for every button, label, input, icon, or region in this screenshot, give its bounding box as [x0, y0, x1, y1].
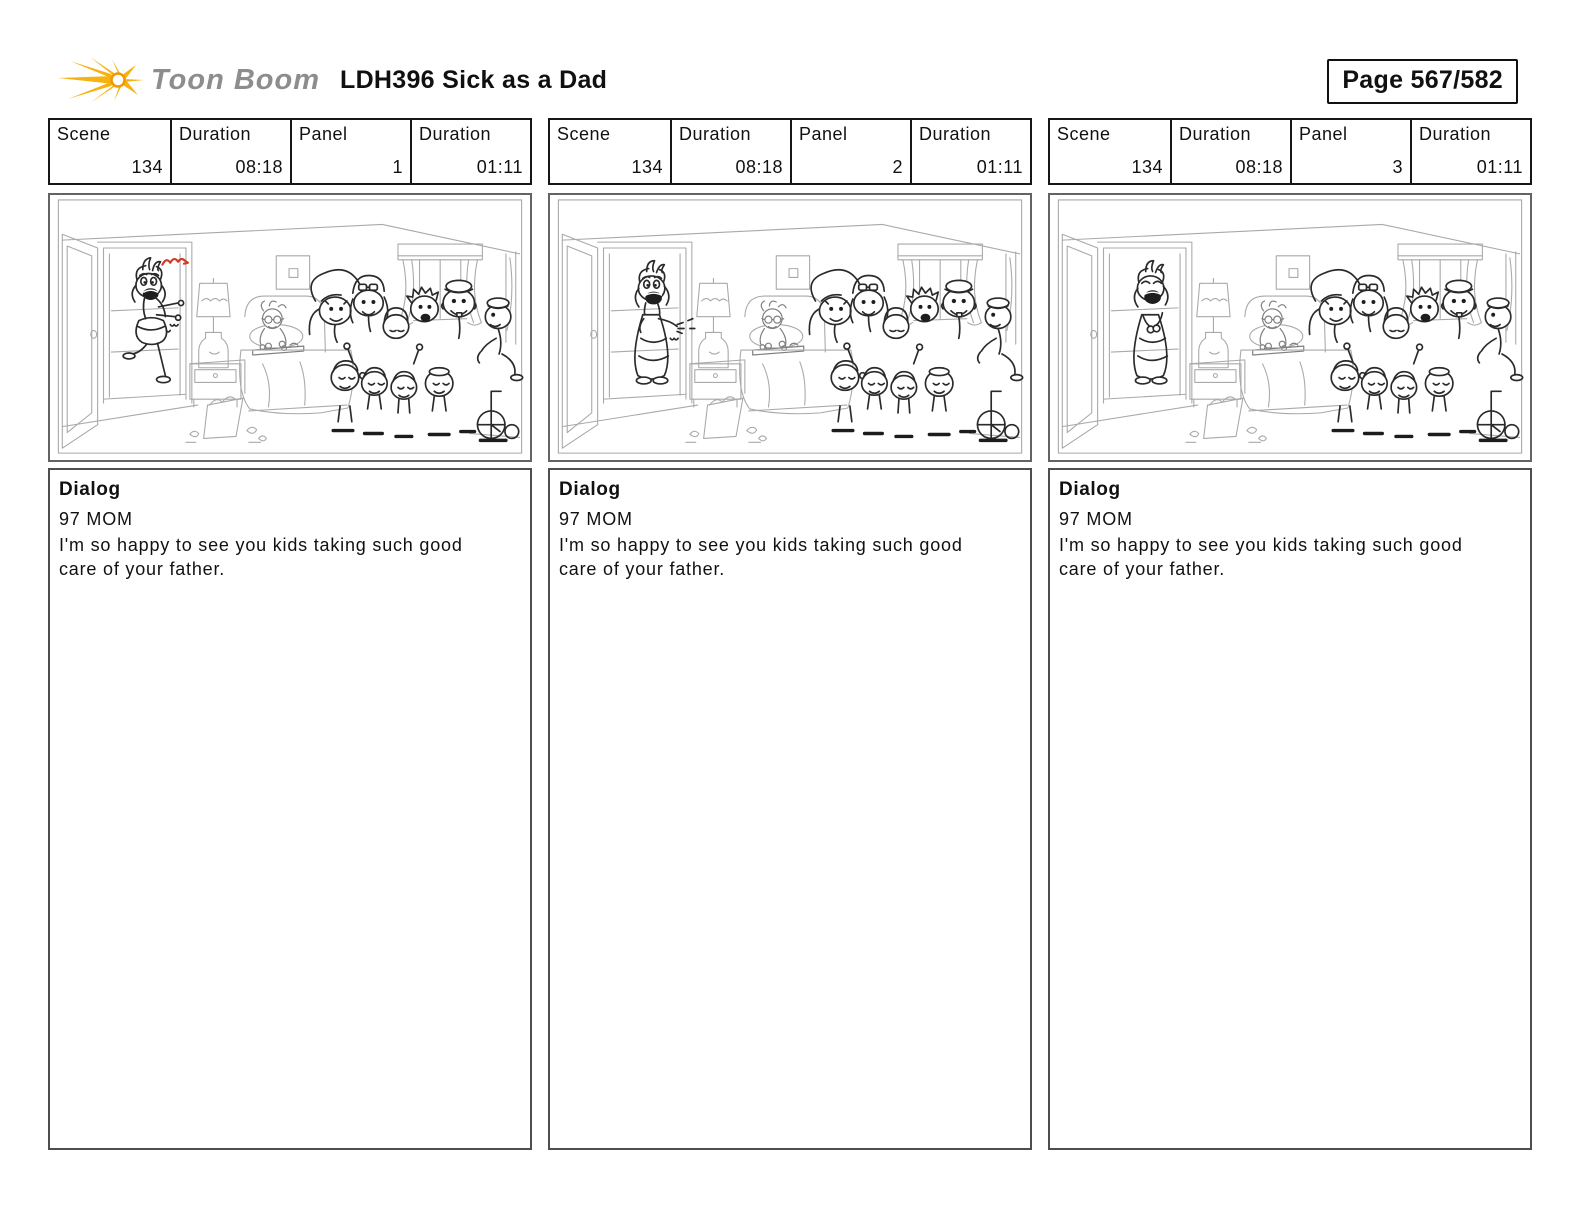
storyboard-panel-3	[1048, 118, 1532, 1150]
scene-duration-value: 08:18	[235, 157, 283, 177]
panel-duration-value: 01:11	[976, 157, 1023, 177]
storyboard-sketch-panel-1	[50, 195, 530, 460]
panel-duration-label: Duration	[919, 124, 992, 144]
dialog-box	[48, 468, 532, 1150]
panel-value: 3	[1392, 157, 1403, 177]
panel-cell	[1290, 120, 1410, 183]
dialog-box	[548, 468, 1032, 1150]
panel-value: 2	[892, 157, 903, 177]
storyboard-sketch-panel-3	[1050, 195, 1530, 460]
storyboard-panel-2	[548, 118, 1032, 1150]
panel-value: 1	[392, 157, 403, 177]
scene-duration-value: 08:18	[1235, 157, 1283, 177]
scene-value: 134	[1131, 157, 1163, 177]
scene-value: 134	[631, 157, 663, 177]
storyboard-panel-1	[48, 118, 532, 1150]
panel-duration-value: 01:11	[1476, 157, 1523, 177]
sketch-frame	[48, 193, 532, 462]
document-title: LDH396 Sick as a Dad	[340, 65, 608, 94]
panel-label: Panel	[299, 124, 348, 144]
scene-value: 134	[131, 157, 163, 177]
panel-meta-table	[548, 118, 1032, 185]
page-header	[55, 55, 607, 105]
storyboard-sketch-panel-2	[550, 195, 1030, 460]
dialog-text: I'm so happy to see you kids taking such good care of your father.	[1059, 535, 1463, 579]
dialog-label: Dialog	[1059, 479, 1121, 500]
panel-duration-cell	[910, 120, 1030, 183]
panel-duration-label: Duration	[419, 124, 492, 144]
panel-duration-cell	[410, 120, 530, 183]
panel-label: Panel	[1299, 124, 1348, 144]
brand-name: Toon Boom	[151, 63, 320, 96]
dialog-label: Dialog	[559, 479, 621, 500]
panel-duration-value: 01:11	[476, 157, 523, 177]
scene-cell	[1050, 120, 1170, 183]
dialog-cue: 97 MOM	[1059, 509, 1133, 529]
scene-duration-cell	[170, 120, 290, 183]
panel-cell	[790, 120, 910, 183]
scene-duration-cell	[670, 120, 790, 183]
panel-label: Panel	[799, 124, 848, 144]
panel-cell	[290, 120, 410, 183]
dialog-cue: 97 MOM	[559, 509, 633, 529]
dialog-cue: 97 MOM	[59, 509, 133, 529]
scene-duration-cell	[1170, 120, 1290, 183]
scene-duration-value: 08:18	[735, 157, 783, 177]
scene-cell	[550, 120, 670, 183]
scene-cell	[50, 120, 170, 183]
dialog-label: Dialog	[59, 479, 121, 500]
dialog-box	[1048, 468, 1532, 1150]
dialog-text: I'm so happy to see you kids taking such good care of your father.	[59, 535, 463, 579]
panel-meta-table	[48, 118, 532, 185]
panel-meta-table	[1048, 118, 1532, 185]
sketch-frame	[1048, 193, 1532, 462]
scene-duration-label: Duration	[179, 124, 252, 144]
scene-duration-label: Duration	[1179, 124, 1252, 144]
toon-boom-logo-icon	[55, 55, 147, 105]
scene-label: Scene	[557, 124, 611, 144]
sketch-frame	[548, 193, 1032, 462]
scene-duration-label: Duration	[679, 124, 752, 144]
dialog-text: I'm so happy to see you kids taking such good care of your father.	[559, 535, 963, 579]
panel-duration-cell	[1410, 120, 1530, 183]
scene-label: Scene	[57, 124, 111, 144]
panel-duration-label: Duration	[1419, 124, 1492, 144]
scene-label: Scene	[1057, 124, 1111, 144]
page-number-badge: Page 567/582	[1327, 59, 1518, 104]
